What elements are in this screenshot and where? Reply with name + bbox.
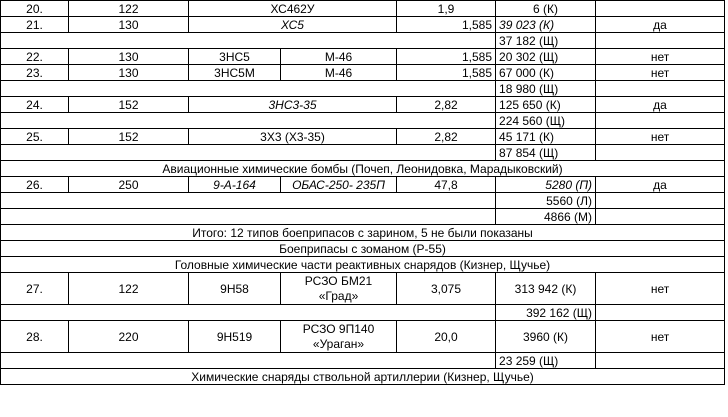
munition-code-cell: 3НС3-35 [189, 97, 397, 113]
section-row [1, 257, 725, 273]
count-cell: 4866 (М) [496, 209, 596, 225]
table-row [1, 1, 725, 17]
empty-cell [1, 193, 496, 209]
caliber-cell: 220 [69, 321, 189, 353]
empty-cell [596, 193, 725, 209]
caliber-cell: 250 [69, 177, 189, 193]
empty-cell [596, 353, 725, 369]
table-row [1, 81, 725, 97]
table-row [1, 321, 725, 353]
empty-cell [1, 33, 496, 49]
table-row [1, 177, 725, 193]
munition-code-cell: 3Х3 (Х3-35) [189, 129, 397, 145]
empty-cell [1, 353, 496, 369]
count-cell: 5280 (П) [496, 177, 596, 193]
section-heading: Головные химические части реактивных снарядов (Кизнер, Щучье) [1, 257, 725, 273]
count-cell: 313 942 (К) [496, 273, 596, 305]
caliber-cell: 130 [69, 17, 189, 33]
caliber-cell: 122 [69, 1, 189, 17]
table-row [1, 273, 725, 305]
caliber-cell: 152 [69, 129, 189, 145]
mass-cell: 1,585 [397, 17, 496, 33]
mass-cell: 3,075 [397, 273, 496, 305]
section-row [1, 161, 725, 177]
table-row [1, 97, 725, 113]
munition-code-cell: 9-А-164 [189, 177, 281, 193]
count-cell: 6 (К) [496, 1, 596, 17]
munition-code-cell: 9Н519 [189, 321, 281, 353]
munition-model-cell: М-46 [281, 65, 397, 81]
section-row [1, 241, 725, 257]
empty-cell [596, 305, 725, 321]
munition-code-cell: ХС5 [189, 17, 397, 33]
count-cell: 37 182 (Щ) [496, 33, 596, 49]
table-row [1, 193, 725, 209]
shown-cell: да [596, 177, 725, 193]
row-number: 22. [1, 49, 69, 65]
munition-code-cell: 3НС5М [189, 65, 281, 81]
empty-cell [596, 113, 725, 129]
caliber-cell: 152 [69, 97, 189, 113]
row-number: 28. [1, 321, 69, 353]
row-number: 24. [1, 97, 69, 113]
table-row [1, 305, 725, 321]
table-row [1, 145, 725, 161]
munition-code-cell: 9Н58 [189, 273, 281, 305]
table-row [1, 209, 725, 225]
count-cell: 392 162 (Щ) [496, 305, 596, 321]
shown-cell: нет [596, 49, 725, 65]
caliber-cell: 122 [69, 273, 189, 305]
mass-cell: 20,0 [397, 321, 496, 353]
section-heading: Боеприпасы с зоманом (Р-55) [1, 241, 725, 257]
row-number: 27. [1, 273, 69, 305]
munition-model-cell: ОБАС-250- 235П [281, 177, 397, 193]
mass-cell: 2,82 [397, 129, 496, 145]
mass-cell: 1,9 [397, 1, 496, 17]
shown-cell: нет [596, 273, 725, 305]
row-number: 23. [1, 65, 69, 81]
shown-cell: нет [596, 65, 725, 81]
munition-model-cell: РСЗО БМ21 «Град» [281, 273, 397, 305]
empty-cell [1, 305, 496, 321]
table-row [1, 17, 725, 33]
count-cell: 45 171 (К) [496, 129, 596, 145]
count-cell: 224 560 (Щ) [496, 113, 596, 129]
section-heading: Химические снаряды ствольной артиллерии (Кизнер, Щучье) [1, 369, 725, 385]
row-number: 20. [1, 1, 69, 17]
count-cell: 3960 (К) [496, 321, 596, 353]
munition-code-cell: ХС462У [189, 1, 397, 17]
count-cell: 18 980 (Щ) [496, 81, 596, 97]
munition-model-cell: РСЗО 9П140 «Ураган» [281, 321, 397, 353]
row-number: 25. [1, 129, 69, 145]
shown-cell: да [596, 97, 725, 113]
munition-code-cell: 3НС5 [189, 49, 281, 65]
shown-cell [596, 1, 725, 17]
table-row [1, 113, 725, 129]
count-cell: 87 854 (Щ) [496, 145, 596, 161]
mass-cell: 1,585 [397, 49, 496, 65]
count-cell: 20 302 (Щ) [496, 49, 596, 65]
caliber-cell: 130 [69, 49, 189, 65]
count-cell: 125 650 (К) [496, 97, 596, 113]
empty-cell [596, 145, 725, 161]
shown-cell: нет [596, 129, 725, 145]
empty-cell [1, 81, 496, 97]
empty-cell [1, 113, 496, 129]
shown-cell: да [596, 17, 725, 33]
empty-cell [1, 209, 496, 225]
count-cell: 23 259 (Щ) [496, 353, 596, 369]
mass-cell: 2,82 [397, 97, 496, 113]
table-row [1, 33, 725, 49]
table-row [1, 65, 725, 81]
section-row [1, 369, 725, 385]
mass-cell: 47,8 [397, 177, 496, 193]
shown-cell: нет [596, 321, 725, 353]
table-row [1, 353, 725, 369]
row-number: 26. [1, 177, 69, 193]
section-row [1, 225, 725, 241]
count-cell: 39 023 (К) [496, 17, 596, 33]
caliber-cell: 130 [69, 65, 189, 81]
section-heading: Авиационные химические бомбы (Почеп, Леонидовка, Марадыковский) [1, 161, 725, 177]
empty-cell [596, 209, 725, 225]
mass-cell: 1,585 [397, 65, 496, 81]
total-summary: Итого: 12 типов боеприпасов с зарином, 5 не были показаны [1, 225, 725, 241]
table-row [1, 129, 725, 145]
count-cell: 5560 (Л) [496, 193, 596, 209]
table-row [1, 49, 725, 65]
empty-cell [596, 33, 725, 49]
empty-cell [1, 145, 496, 161]
empty-cell [596, 81, 725, 97]
row-number: 21. [1, 17, 69, 33]
count-cell: 67 000 (К) [496, 65, 596, 81]
munition-model-cell: М-46 [281, 49, 397, 65]
